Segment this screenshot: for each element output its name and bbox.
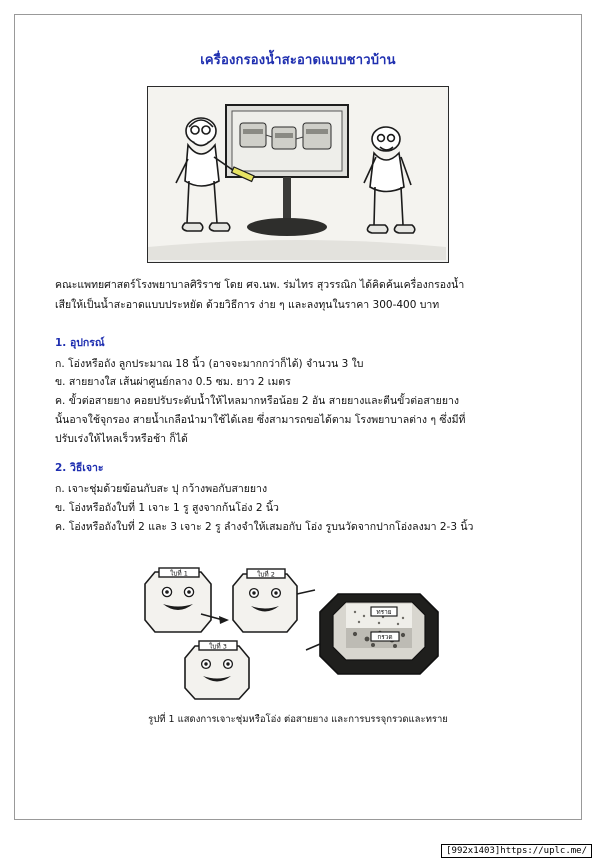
list-item: นั้นอาจใช้จุกรอง สายน้ำเกลือนำมาใช้ได้เลย ซึ่งสามารถขอได้ตาม โรงพยาบาลต่าง ๆ ซึ่งมีที่ — [55, 414, 466, 427]
spacer — [55, 318, 541, 324]
list-item: ก. เจาะชุ่มด้วยฆ้อนกับสะ ปุ กว้างพอกับสายยาง — [55, 482, 268, 495]
gravel-label: กรวด — [377, 633, 393, 642]
footer-dimensions: [992x1403] — [446, 846, 501, 856]
page-title: เครื่องกรองน้ำสะอาดแบบชาวบ้าน — [200, 53, 396, 68]
list-item: ปรับเร่งให้ไหลเร็วหรือช้า ก็ได้ — [55, 433, 188, 445]
intro-line-2: เสียให้เป็นน้ำสะอาดแบบประหยัด ด้วยวิธีการ ง่าย ๆ และลงทุนในราคา 300-400 บาท — [55, 299, 440, 312]
document-body — [15, 15, 581, 747]
list-item: ก. โอ่งหรือถัง ลูกประมาณ 18 นิ้ว (อาจจะมากกว่าก็ได้) จำนวน 3 ใบ — [55, 357, 364, 370]
sand-label: ทราย — [376, 608, 392, 617]
section-heading-drilling: 2. วิธีเจาะ — [55, 461, 104, 474]
list-item: ค. โอ่งหรือถังใบที่ 2 และ 3 เจาะ 2 รู ลำงจำให้เสมอกับ โอ่ง รูบนวัดจากปากโอ่งลงมา 2-3 นิ้ว — [55, 520, 474, 533]
section-heading-equipment: 1. อุปกรณ์ — [55, 336, 105, 349]
lecture-scene-graphic — [148, 87, 446, 260]
jar-2-label: ใบที่ 2 — [257, 570, 275, 579]
document-page — [14, 14, 582, 820]
intro-line-1: คณะแพทยศาสตร์โรงพยาบาลศิริราช โดย ศจ.นพ. ร่มไทร สุวรรณิก ได้คิดค้นเครื่องกรองน้ำ — [55, 279, 465, 291]
list-item: ข. สายยางใส เส้นผ่าศูนย์กลาง 0.5 ซม. ยาว 2 เมตร — [55, 376, 291, 389]
cutaway-jar-graphic — [306, 594, 438, 674]
bottom-illustration — [133, 554, 463, 704]
jars-diagram-graphic — [133, 554, 463, 704]
figure-caption: รูปที่ 1 แสดงการเจาะชุ่มหรือโอ่ง ต่อสายยาง และการบรรจุกรวดและทราย — [148, 714, 448, 726]
list-item: ข. โอ่งหรือถังใบที่ 1 เจาะ 1 รู สูงจากก้นโอ่ง 2 นิ้ว — [55, 501, 279, 514]
jar-2-graphic — [233, 569, 315, 632]
jar-3-label: ใบที่ 3 — [209, 642, 227, 651]
top-illustration — [147, 86, 449, 263]
footer-watermark — [441, 844, 592, 858]
footer-source: https://uplc.me/ — [500, 846, 587, 856]
jar-1-graphic — [145, 568, 229, 632]
list-item: ค. ขั้วต่อสายยาง คอยปรับระดับน้ำให้ไหลมากหรือน้อย 2 อัน สายยางและตีนขั้วต่อสายยาง — [55, 395, 459, 408]
jar-1-label: ใบที่ 1 — [170, 569, 188, 578]
jar-3-graphic — [185, 641, 249, 699]
